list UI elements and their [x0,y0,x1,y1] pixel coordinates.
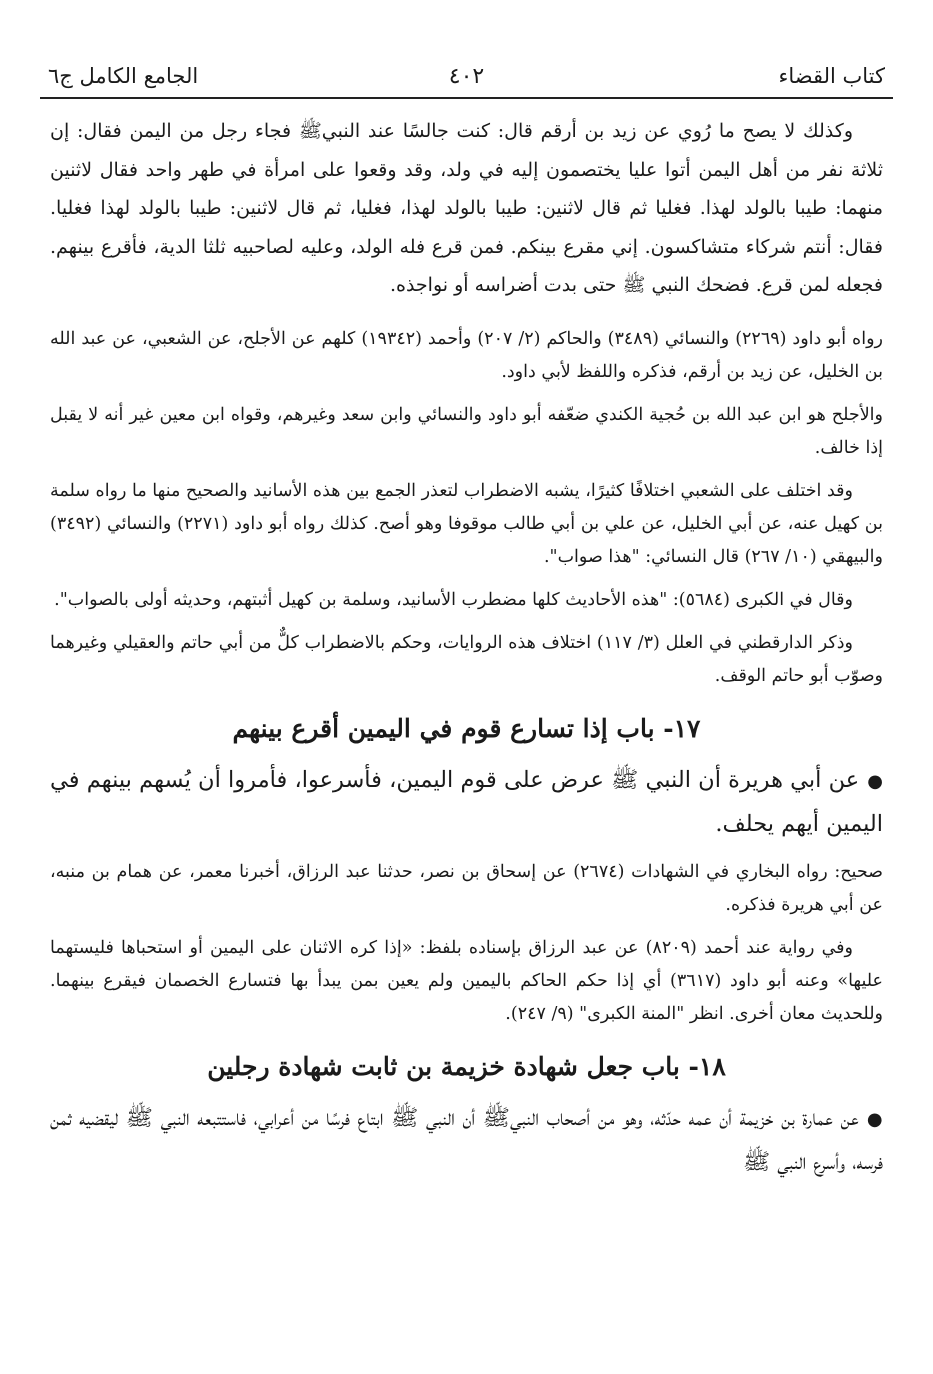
header-rule [40,97,893,99]
page-body [50,112,883,1184]
note-paragraph: وقد اختلف على الشعبي اختلافًا كثيرًا، يشبه الاضطراب لتعذر الجمع بين هذه الأسانيد والصحيح منها ما رواه سلمة بن كهيل عنه، عن أبي الخليل، عن علي بن أبي طالب موقوفا وهو أصح. كذلك رواه أبو داود (٢٢٧١) والنسائي (٣٤٩٢) والبيهقي (١٠/ ٢٦٧) قال النسائي: "هذا صواب". [50,480,883,567]
chapter-17-heading: ١٧- باب إذا تسارع قوم في اليمين أقرع بينهم [232,713,701,743]
notes-block [50,323,883,693]
chapter-17-hadith-text: عن أبي هريرة أن النبي ﷺ عرض على قوم اليمين، فأسرعوا، فأمروا أن يُسهم بينهم في اليمين أيهم يحلف. [50,766,883,837]
note-paragraph: رواه أبو داود (٢٢٦٩) والنسائي (٣٤٨٩) والحاكم (٢/ ٢٠٧) وأحمد (١٩٣٤٢) كلهم عن الأجلح، عن الشعبي، عن عبد الله بن الخليل، عن زيد بن أرقم، فذكره واللفظ لأبي داود. [50,328,883,382]
intro-paragraph: وكذلك لا يصح ما رُوي عن زيد بن أرقم قال: كنت جالسًا عند النبيﷺ فجاء رجل من اليمن فقال: إن ثلاثة نفر من أهل اليمن أتوا عليا يختصمون إليه في ولد، وقد وقعوا على امرأة في طهر واحد فقال لاثنين منهما: طيبا بالولد لهذا. فغليا ثم قال لاثنين: طيبا بالولد لهذا، فغليا، ثم قال لاثنين: طيبا بالولد لهذا فغليا. فقال: أنتم شركاء متشاكسون. إني مقرع بينكم. فمن قرع فله الولد، وعليه لصاحبيه ثلثا الدية، فأقرع بينهم. فجعله لمن قرع. فضحك النبي ﷺ حتى بدت أضراسه أو نواجذه. [50,120,883,296]
chapter-18-hadith-text: عن عمارة بن خزيمة أن عمه حدّثه، وهو من أصحاب النبيﷺ أن النبي ﷺ ابتاع فرسًا من أعرابي، فاستتبعه النبي ﷺ ليقضيه ثمن فرسه، وأسرع النبي ﷺ [50,1104,883,1175]
bullet-icon: ● [867,770,883,792]
chapter-17-note: وفي رواية عند أحمد (٨٢٠٩) عن عبد الرزاق بإسناده بلفظ: «إذا كره الاثنان على اليمين أو استحباها فليستهما عليها» وعنه أبو داود (٣٦١٧) أي إذا حكم الحاكم باليمين ولم يعين بمن يبدأ بها فتسارع الخصمان فيقرع بينهما. وللحديث معان أخرى. انظر "المنة الكبرى" (٩/ ٢٤٧). [50,937,883,1024]
chapter-18-heading: ١٨- باب جعل شهادة خزيمة بن ثابت شهادة رجلين [207,1051,726,1081]
chapter-18-hadith [50,1097,883,1184]
note-paragraph: وقال في الكبرى (٥٦٨٤): "هذه الأحاديث كلها مضطرب الأسانيد، وسلمة بن كهيل أثبتهم، وحديثه أولى بالصواب". [54,589,853,610]
running-header [48,58,885,94]
note-paragraph: والأجلح هو ابن عبد الله بن حُجية الكندي ضعّفه أبو داود والنسائي وابن سعد وغيرهم، وقواه ابن معين غير أنه لا يقبل إذا خالف. [50,404,883,458]
chapter-17-note: صحيح: رواه البخاري في الشهادات (٢٦٧٤) عن إسحاق بن نصر، حدثنا عبد الرزاق، أخبرنا معمر، عن همام بن منبه، عن أبي هريرة فذكره. [50,861,883,915]
bullet-icon: ● [866,1108,883,1130]
page-number: ٤٠٢ [448,63,485,89]
intro-block [50,112,883,305]
header-book-title: الجامع الكامل ج٦ [48,64,199,88]
chapter-17-hadith [50,759,883,846]
header-book-section: كتاب القضاء [778,64,885,88]
note-paragraph: وذكر الدارقطني في العلل (٣/ ١١٧) اختلاف هذه الروايات، وحكم بالاضطراب كلٌّ من أبي حاتم والعقيلي وغيرهما وصوّب أبو حاتم الوقف. [50,632,883,686]
